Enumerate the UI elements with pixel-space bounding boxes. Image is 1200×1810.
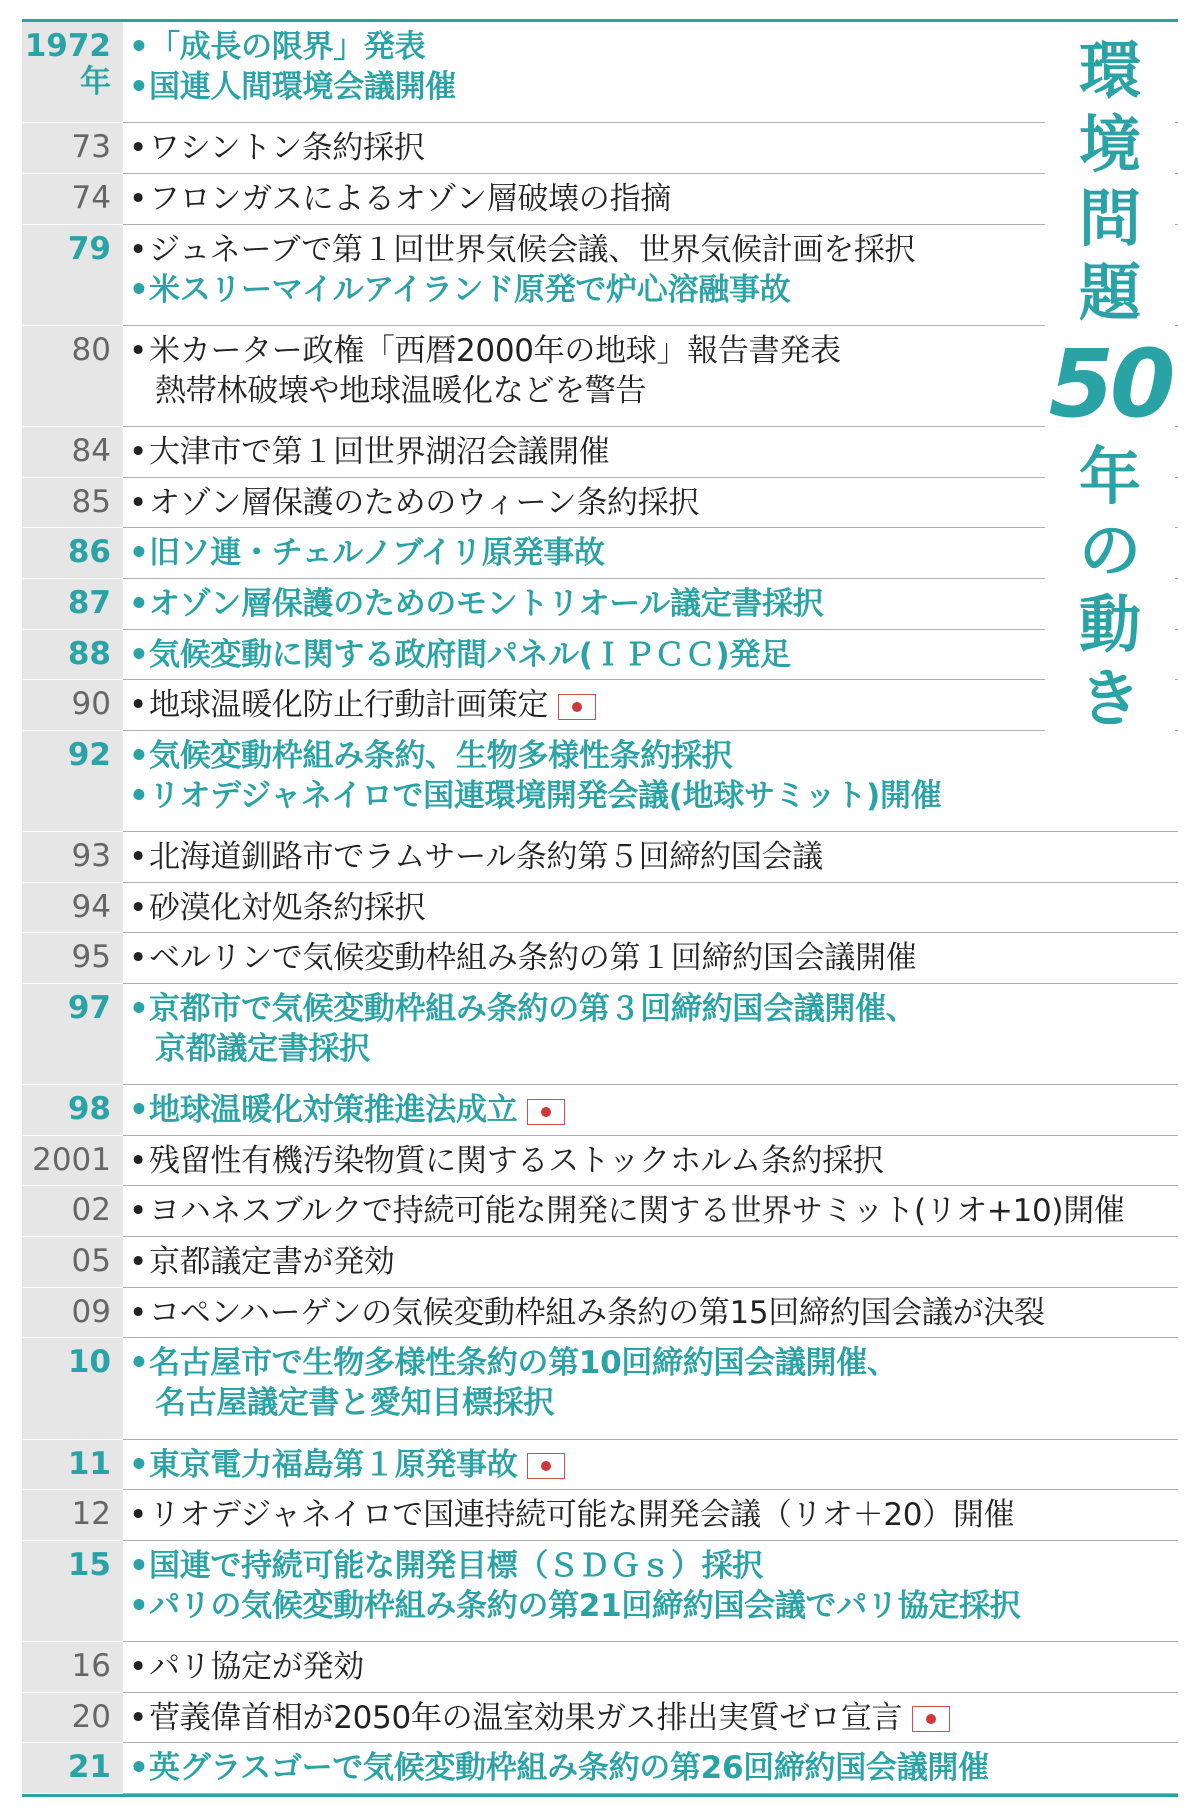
event-text: コペンハーゲンの気候変動枠組み条約の第15回締約国会議が決裂 <box>149 1294 1045 1331</box>
title-number: 50 <box>1048 330 1172 439</box>
event-item <box>129 685 1178 725</box>
events-cell <box>123 528 1178 579</box>
year-label: 94 <box>71 888 111 925</box>
year-cell <box>22 1136 123 1187</box>
year-cell <box>22 1186 123 1237</box>
title-char: 境 <box>1078 108 1141 181</box>
year-cell <box>22 883 123 934</box>
event-item <box>129 179 1178 219</box>
year-cell <box>22 731 123 832</box>
events-cell <box>123 680 1178 731</box>
year-cell <box>22 1085 123 1136</box>
event-text: ベルリンで気候変動枠組み条約の第１回締約国会議開催 <box>149 940 917 977</box>
year-label: 02 <box>71 1192 111 1229</box>
timeline-row <box>22 225 1178 326</box>
bullet-icon: • <box>129 1750 149 1787</box>
event-item <box>129 371 1178 411</box>
timeline-row <box>22 1288 1178 1339</box>
japan-flag-icon <box>527 1099 565 1125</box>
timeline-row <box>22 832 1178 883</box>
event-item <box>129 533 1178 573</box>
events-cell <box>123 326 1178 427</box>
year-label: 95 <box>71 939 111 976</box>
timeline-row <box>22 427 1178 478</box>
events-cell <box>123 478 1178 529</box>
events-cell <box>123 1085 1178 1136</box>
year-cell <box>22 123 123 174</box>
event-item <box>129 1029 1178 1069</box>
year-label: 15 <box>67 1546 111 1583</box>
events-cell <box>123 225 1178 326</box>
year-cell <box>22 326 123 427</box>
event-item <box>129 1748 1178 1788</box>
event-item <box>129 1546 1178 1586</box>
event-text: 菅義偉首相が2050年の温室効果ガス排出実質ゼロ宣言 <box>149 1699 903 1736</box>
bullet-icon: • <box>129 1587 149 1624</box>
bullet-icon: • <box>129 839 147 875</box>
year-cell <box>22 1338 123 1439</box>
year-label: 93 <box>71 838 111 874</box>
year-label: 86 <box>67 534 111 571</box>
events-cell <box>123 630 1178 681</box>
year-label: 98 <box>67 1091 111 1128</box>
event-text: オゾン層保護のためのモントリオール議定書採択 <box>149 585 824 622</box>
vertical-title <box>1045 34 1175 736</box>
event-text: 大津市で第１回世界湖沼会議開催 <box>149 434 610 470</box>
year-cell <box>22 1288 123 1339</box>
year-cell <box>22 1743 123 1794</box>
bullet-icon: • <box>129 1345 149 1382</box>
event-text: 国連人間環境会議開催 <box>149 69 456 105</box>
year-cell <box>22 1693 123 1744</box>
year-cell <box>22 1237 123 1288</box>
title-char: 年 <box>1078 440 1141 513</box>
event-item <box>129 230 1178 270</box>
event-item <box>129 837 1178 877</box>
environment-timeline <box>22 19 1178 1797</box>
event-text: 北海道釧路市でラムサール条約第５回締約国会議 <box>149 839 823 875</box>
event-item <box>129 584 1178 624</box>
bullet-icon: • <box>129 940 147 977</box>
timeline-row <box>22 174 1178 225</box>
events-cell <box>123 1541 1178 1642</box>
event-text: 名古屋議定書と愛知目標採択 <box>155 1385 555 1422</box>
year-label: 88 <box>67 635 111 672</box>
event-text: 残留性有機汚染物質に関するストックホルム条約採択 <box>149 1142 884 1179</box>
event-item <box>129 1495 1178 1535</box>
year-label: 80 <box>71 331 111 368</box>
bullet-icon: • <box>129 332 147 369</box>
events-cell <box>123 1440 1178 1491</box>
bullet-icon: • <box>129 29 149 65</box>
year-unit: 年 <box>80 64 111 100</box>
year-label: 97 <box>67 989 111 1026</box>
events-cell <box>123 1338 1178 1439</box>
year-label: 85 <box>71 483 111 520</box>
japan-flag-icon <box>558 694 596 720</box>
event-text: リオデジャネイロで国連持続可能な開発会議（リオ＋20）開催 <box>149 1497 1015 1534</box>
title-char: 題 <box>1078 256 1141 329</box>
year-cell <box>22 478 123 529</box>
event-item <box>129 776 1178 816</box>
year-cell <box>22 22 123 123</box>
event-text: フロンガスによるオゾン層破壊の指摘 <box>149 180 671 217</box>
year-cell <box>22 1440 123 1491</box>
events-cell <box>123 1693 1178 1744</box>
bullet-icon: • <box>129 271 149 308</box>
year-cell <box>22 630 123 681</box>
timeline-row <box>22 933 1178 984</box>
events-cell <box>123 1186 1178 1237</box>
year-cell <box>22 933 123 984</box>
timeline-row <box>22 579 1178 630</box>
event-text: オゾン層保護のためのウィーン条約採択 <box>149 484 700 521</box>
event-item <box>129 1191 1178 1231</box>
events-cell <box>123 731 1178 832</box>
bullet-icon: • <box>129 231 147 268</box>
timeline-row <box>22 22 1178 123</box>
title-char: き <box>1078 662 1141 735</box>
title-char: 動 <box>1078 588 1141 661</box>
bullet-icon: • <box>129 180 147 217</box>
events-cell <box>123 883 1178 934</box>
year-cell <box>22 1541 123 1642</box>
events-cell <box>123 22 1178 123</box>
bullet-icon: • <box>129 434 147 470</box>
bullet-icon: • <box>129 889 147 926</box>
events-cell <box>123 174 1178 225</box>
event-text: ワシントン条約採択 <box>149 130 425 167</box>
event-text: 京都議定書が発効 <box>149 1244 395 1280</box>
year-label: 1972 <box>24 28 111 64</box>
event-item <box>129 635 1178 675</box>
event-text: 地球温暖化対策推進法成立 <box>149 1092 518 1129</box>
events-cell <box>123 427 1178 478</box>
timeline-row <box>22 1136 1178 1187</box>
event-text: 熱帯林破壊や地球温暖化などを警告 <box>155 372 647 409</box>
title-char: 問 <box>1078 182 1141 255</box>
events-cell <box>123 933 1178 984</box>
timeline-row <box>22 1541 1178 1642</box>
bullet-icon: • <box>129 777 149 814</box>
year-cell <box>22 174 123 225</box>
event-text: 米スリーマイルアイランド原発で炉心溶融事故 <box>149 271 791 308</box>
year-cell <box>22 1490 123 1541</box>
timeline-row <box>22 1693 1178 1744</box>
title-char: の <box>1078 514 1141 587</box>
events-cell <box>123 832 1178 883</box>
year-label: 16 <box>71 1648 111 1684</box>
event-text: 英グラスゴーで気候変動枠組み条約の第26回締約国会議開催 <box>149 1750 989 1787</box>
timeline-row <box>22 680 1178 731</box>
bullet-icon: • <box>129 585 149 622</box>
event-text: ヨハネスブルクで持続可能な開発に関する世界サミット(リオ+10)開催 <box>149 1193 1125 1230</box>
year-label: 10 <box>67 1344 111 1381</box>
event-item <box>129 27 1178 67</box>
timeline-row <box>22 883 1178 934</box>
timeline-row <box>22 984 1178 1085</box>
event-item <box>129 483 1178 523</box>
events-cell <box>123 1237 1178 1288</box>
timeline-row <box>22 1338 1178 1439</box>
year-label: 20 <box>71 1698 111 1735</box>
event-item <box>129 1647 1178 1687</box>
year-label: 84 <box>71 433 111 469</box>
events-cell <box>123 1743 1178 1794</box>
year-label: 05 <box>71 1243 111 1279</box>
japan-flag-icon <box>527 1453 565 1479</box>
japan-flag-icon <box>912 1706 950 1732</box>
event-text: パリの気候変動枠組み条約の第21回締約国会議でパリ協定採択 <box>149 1587 1021 1624</box>
timeline-row <box>22 123 1178 174</box>
event-text: 気候変動枠組み条約、生物多様性条約採択 <box>149 737 733 774</box>
timeline-row <box>22 1642 1178 1693</box>
event-text: 京都市で気候変動枠組み条約の第３回締約国会議開催、 <box>149 990 917 1027</box>
timeline-row <box>22 1490 1178 1541</box>
year-cell <box>22 528 123 579</box>
year-label: 87 <box>67 584 111 621</box>
bullet-icon: • <box>129 1193 147 1230</box>
bullet-icon: • <box>129 535 149 572</box>
events-cell <box>123 984 1178 1085</box>
bullet-icon: • <box>129 1649 147 1685</box>
event-text: 東京電力福島第１原発事故 <box>149 1446 518 1483</box>
bullet-icon: • <box>129 484 147 521</box>
events-cell <box>123 1642 1178 1693</box>
events-cell <box>123 1136 1178 1187</box>
event-text: 「成長の限界」発表 <box>149 29 426 65</box>
event-item <box>129 1586 1178 1626</box>
title-char: 環 <box>1078 34 1141 107</box>
year-label: 09 <box>71 1293 111 1330</box>
event-item <box>129 1698 1178 1738</box>
event-text: パリ協定が発効 <box>149 1649 364 1685</box>
event-item <box>129 1293 1178 1333</box>
timeline-row <box>22 1085 1178 1136</box>
year-cell <box>22 984 123 1085</box>
event-text: 名古屋市で生物多様性条約の第10回締約国会議開催、 <box>149 1345 898 1382</box>
event-text: 気候変動に関する政府間パネル(ＩＰＣＣ)発足 <box>149 636 791 673</box>
year-label: 11 <box>67 1445 111 1482</box>
year-cell <box>22 225 123 326</box>
event-text: 地球温暖化防止行動計画策定 <box>149 687 549 724</box>
events-cell <box>123 123 1178 174</box>
bullet-icon: • <box>129 69 149 105</box>
events-cell <box>123 1490 1178 1541</box>
events-cell <box>123 579 1178 630</box>
event-item <box>129 1141 1178 1181</box>
timeline-row <box>22 731 1178 832</box>
event-text: リオデジャネイロで国連環境開発会議(地球サミット)開催 <box>149 777 942 814</box>
timeline-row <box>22 630 1178 681</box>
timeline-row <box>22 1743 1178 1794</box>
year-label: 90 <box>71 686 111 723</box>
year-label: 2001 <box>32 1141 111 1178</box>
event-text: 米カーター政権「西暦2000年の地球」報告書発表 <box>149 332 841 369</box>
event-text: 京都議定書採択 <box>155 1030 370 1067</box>
timeline-row <box>22 1186 1178 1237</box>
year-label: 73 <box>71 129 111 166</box>
event-item <box>129 1445 1178 1485</box>
timeline-row <box>22 1440 1178 1491</box>
year-label: 12 <box>71 1496 111 1533</box>
bullet-icon: • <box>129 687 147 724</box>
event-item <box>129 67 1178 107</box>
bullet-icon: • <box>129 1547 149 1584</box>
event-item <box>129 1242 1178 1282</box>
event-item <box>129 128 1178 168</box>
bullet-icon: • <box>129 1497 147 1534</box>
year-cell <box>22 579 123 630</box>
bullet-icon: • <box>129 1244 147 1280</box>
bullet-icon: • <box>129 737 149 774</box>
event-text: 砂漠化対処条約採択 <box>149 889 426 926</box>
event-text: ジュネーブで第１回世界気候会議、世界気候計画を採択 <box>149 231 916 268</box>
bullet-icon: • <box>129 1294 147 1331</box>
events-cell <box>123 1288 1178 1339</box>
event-item <box>129 989 1178 1029</box>
timeline-row <box>22 1237 1178 1288</box>
timeline-row <box>22 326 1178 427</box>
year-label: 92 <box>67 736 111 773</box>
year-label: 79 <box>67 230 111 267</box>
event-item <box>129 1343 1178 1383</box>
event-text: 国連で持続可能な開発目標（ＳＤＧｓ）採択 <box>149 1547 763 1584</box>
bullet-icon: • <box>129 130 147 167</box>
year-cell <box>22 832 123 883</box>
year-label: 21 <box>67 1749 111 1786</box>
event-item <box>129 888 1178 928</box>
bullet-icon: • <box>129 1142 147 1179</box>
bullet-icon: • <box>129 990 149 1027</box>
year-label: 74 <box>71 179 111 216</box>
event-item <box>129 1090 1178 1130</box>
event-item <box>129 432 1178 472</box>
year-cell <box>22 427 123 478</box>
event-item <box>129 270 1178 310</box>
event-item <box>129 736 1178 776</box>
year-cell <box>22 680 123 731</box>
event-item <box>129 1383 1178 1423</box>
year-cell <box>22 1642 123 1693</box>
bullet-icon: • <box>129 1446 149 1483</box>
event-item <box>129 938 1178 978</box>
timeline-row <box>22 478 1178 529</box>
bullet-icon: • <box>129 1092 149 1129</box>
event-item <box>129 331 1178 371</box>
bullet-icon: • <box>129 636 149 673</box>
timeline-row <box>22 528 1178 579</box>
event-text: 旧ソ連・チェルノブイリ原発事故 <box>149 535 605 572</box>
bullet-icon: • <box>129 1699 147 1736</box>
